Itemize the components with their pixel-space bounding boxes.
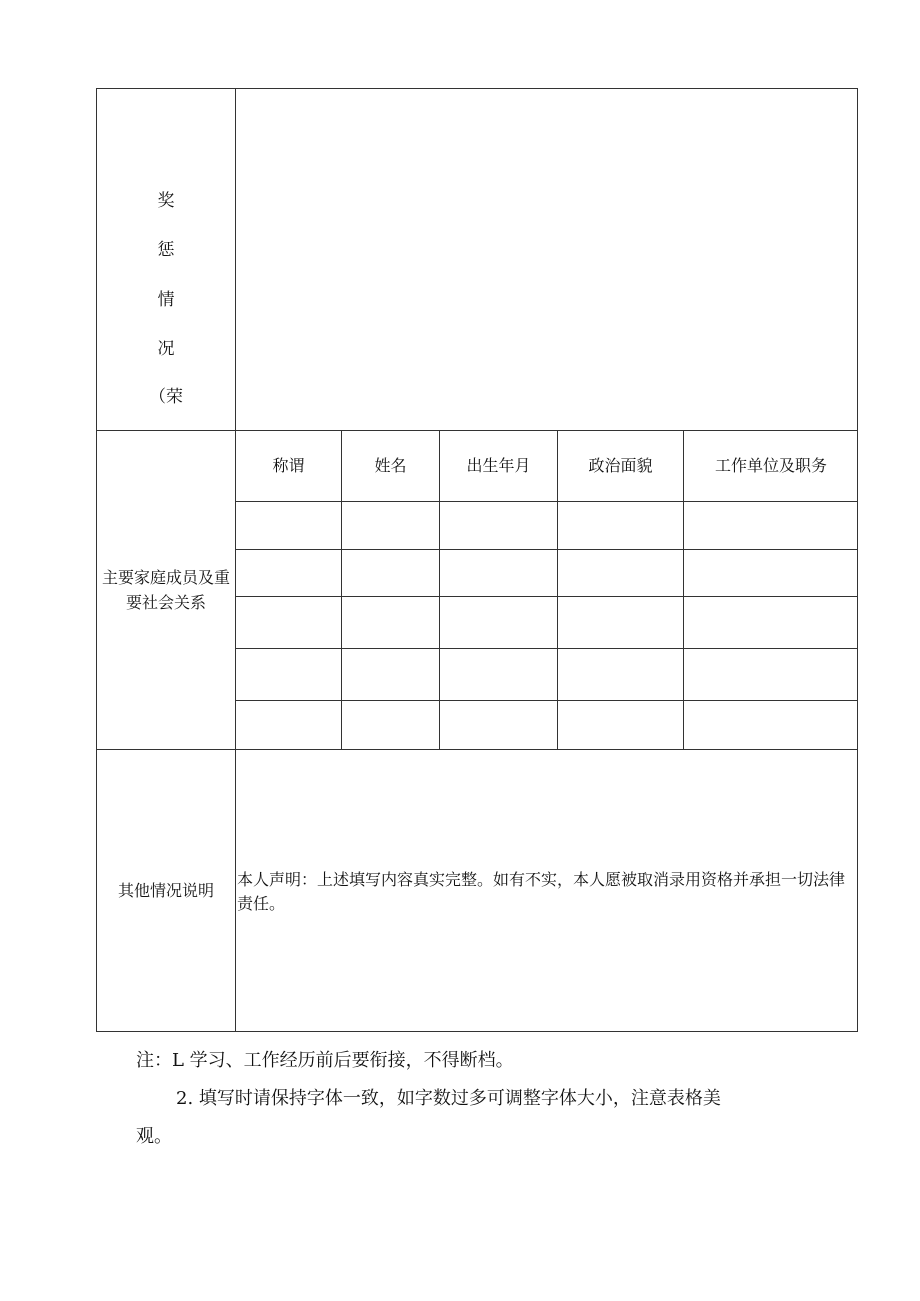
table-row[interactable]	[236, 701, 858, 749]
awards-label	[97, 89, 235, 430]
column-header-name: 姓名	[374, 456, 407, 475]
family-section-label: 主要家庭成员及重要社会关系	[101, 568, 230, 612]
awards-label-char-4: 况	[157, 339, 175, 359]
table-row[interactable]	[236, 597, 858, 648]
awards-label-char-2: 惩	[157, 240, 175, 260]
note-line-3: 观。	[136, 1126, 172, 1147]
notes	[136, 1042, 856, 1156]
family-table-body	[236, 502, 858, 749]
note-line-1: 注：L 学习、工作经历前后要衔接，不得断档。	[136, 1050, 514, 1071]
table-row[interactable]	[236, 649, 858, 700]
column-header-employer-position: 工作单位及职务	[714, 456, 827, 475]
other-info-label: 其他情况说明	[117, 881, 214, 900]
table-row[interactable]	[236, 550, 858, 596]
note-line-2: 2. 填写时请保持字体一致，如字数过多可调整字体大小，注意表格美	[176, 1088, 721, 1109]
column-header-relationship: 称谓	[272, 456, 305, 475]
application-form-table	[96, 88, 858, 1032]
declaration-text: 本人声明：上述填写内容真实完整。如有不实，本人愿被取消录用资格并承担一切法律责任。	[237, 870, 846, 913]
column-header-political-status: 政治面貌	[588, 456, 653, 475]
awards-input-cell[interactable]	[236, 89, 858, 430]
table-row[interactable]	[236, 502, 858, 549]
awards-label-char-3: 情	[157, 290, 175, 310]
awards-label-char-5: （荣	[149, 387, 183, 407]
column-header-birth-date: 出生年月	[466, 456, 531, 475]
awards-label-char-1: 奖	[157, 191, 175, 211]
